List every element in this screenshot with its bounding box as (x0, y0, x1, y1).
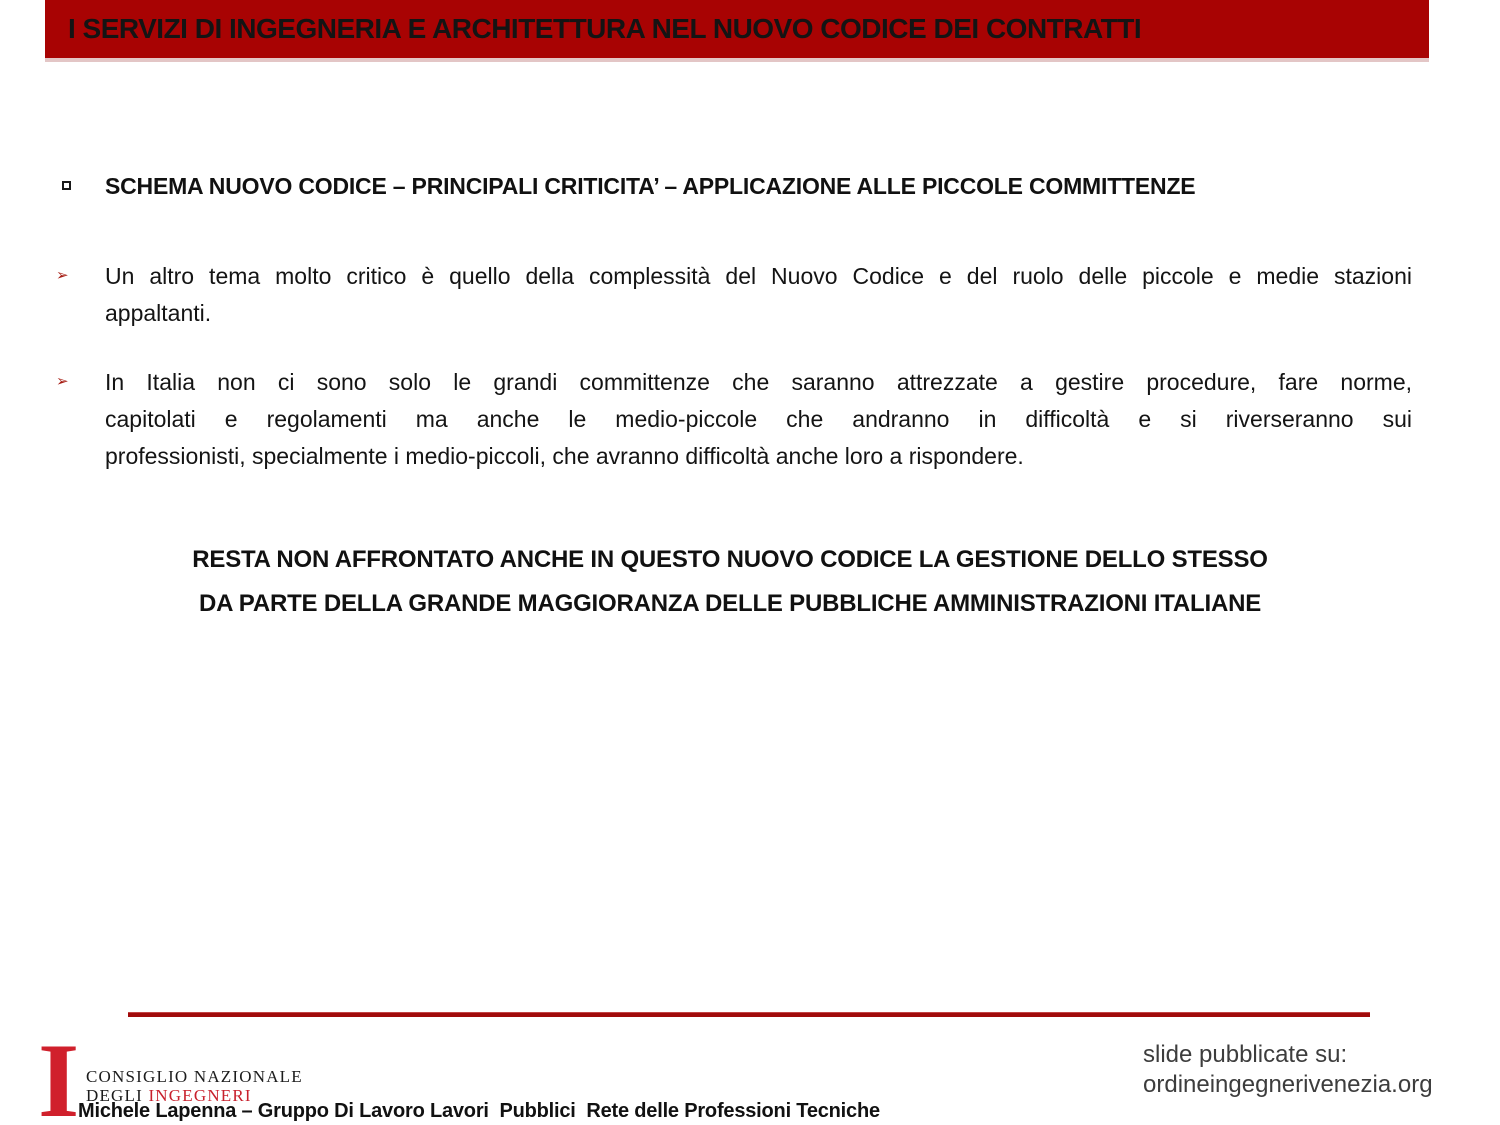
closing-statement (45, 538, 1415, 626)
arrow-bullet-icon: ➢ (56, 266, 69, 284)
closing-statement-line-1: RESTA NON AFFRONTATO ANCHE IN QUESTO NUOVO CODICE LA GESTIONE DELLO STESSO (192, 546, 1268, 573)
org-name-ingegneri: INGEGNERI (148, 1086, 252, 1105)
cni-logo-icon: I (38, 1022, 80, 1125)
slide-title: I SERVIZI DI INGEGNERIA E ARCHITETTURA NEL NUOVO CODICE DEI CONTRATTI (68, 13, 1142, 44)
paragraph-2-line-1: In Italia non ci sono solo le grandi committenze che saranno attrezzate a gestire procedure, fare norme, (105, 369, 1412, 395)
bullet-heading: SCHEMA NUOVO CODICE – PRINCIPALI CRITICITA’ – APPLICAZIONE ALLE PICCOLE COMMITTENZE (105, 173, 1196, 199)
paragraph-2-line-2: capitolati e regolamenti ma anche le medio-piccole che andranno in difficoltà e si riverseranno sui (105, 406, 1412, 432)
paragraph-1-line-1: Un altro tema molto critico è quello della complessità del Nuovo Codice e del ruolo delle piccole e medie stazioni (105, 263, 1412, 289)
square-bullet-icon (62, 181, 71, 190)
closing-statement-line-2: DA PARTE DELLA GRANDE MAGGIORANZA DELLE PUBBLICHE AMMINISTRAZIONI ITALIANE (198, 590, 1262, 617)
org-name-degli: DEGLI (86, 1086, 149, 1105)
paragraph-2 (105, 364, 1412, 475)
published-info-url: ordineingegnerivenezia.org (1143, 1071, 1433, 1098)
paragraph-2-line-3: professionisti, specialmente i medio-piccoli, che avranno difficoltà anche loro a rispondere. (105, 443, 1024, 469)
author-credit: Michele Lapenna – Gruppo Di Lavoro Lavori Pubblici Rete delle Professioni Tecniche (78, 1100, 880, 1122)
arrow-bullet-icon: ➢ (56, 372, 69, 390)
published-info (1143, 1040, 1433, 1100)
org-name-line-1: CONSIGLIO NAZIONALE (86, 1067, 303, 1086)
header-bar (45, 0, 1429, 62)
paragraph-1 (105, 258, 1412, 332)
published-info-label: slide pubblicate su: (1143, 1041, 1348, 1068)
footer-divider (128, 1012, 1370, 1017)
paragraph-1-line-2: appaltanti. (105, 300, 212, 326)
